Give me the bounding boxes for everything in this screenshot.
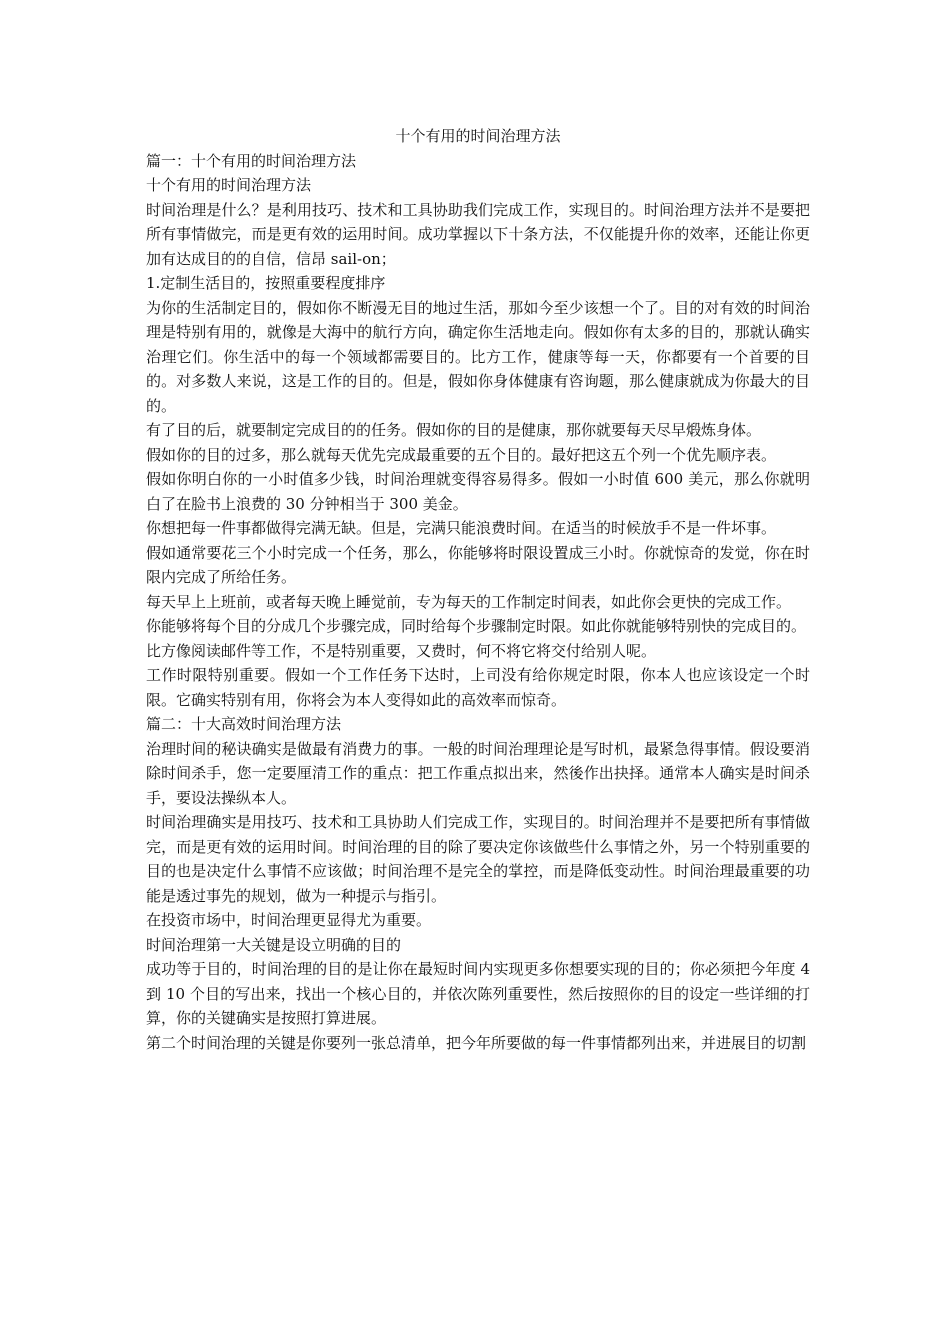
paragraph: 第二个时间治理的关键是你要列一张总清单，把今年所要做的每一件事情都列出来，并进展目的切割 (146, 1033, 807, 1052)
paragraph: 你能够将每个目的分成几个步骤完成，同时给每个步骤制定时限。如此你就能够特别快的完成目的。 (146, 617, 807, 635)
paragraph: 有了目的后，就要制定完成目的的任务。假如你的目的是健康，那你就要每天尽早煅炼身体。 (146, 421, 762, 439)
paragraph: 你想把每一件事都做得完满无缺。但是，完满只能浪费时间。在适当的时候放手不是一件坏事。 (146, 519, 777, 537)
paragraph: 时间治理是什么？是利用技巧、技术和工具协助我们完成工作，实现目的。时间治理方法并不是要把所有事情做完，而是更有效的运用时间。成功掌握以下十条方法，不仅能提升你的效率，还能让你更加有达成目的的自信，信昂 sail-on； (146, 200, 810, 268)
document-title: 十个有用的时间治理方法 (395, 127, 561, 145)
paragraph: 成功等于目的，时间治理的目的是让你在最短时间内实现更多你想要实现的目的；你必须把今年度 4 到 10 个目的写出来，找出一个核心目的，并依次陈列重要性，然后按照你的目的设定一些详细的打算，你的关键确实是按照打算进展。 (146, 960, 810, 1027)
paragraph: 在投资市场中，时间治理更显得尤为重要。 (146, 911, 432, 929)
paragraph: 假如你明白你的一小时值多少钱，时间治理就变得容易得多。假如一小时值 600 美元，那么你就明白了在脸书上浪费的 30 分钟相当于 300 美金。 (146, 470, 810, 513)
paragraph: 1.定制生活目的，按照重要程度排序 (146, 274, 386, 292)
paragraph: 比方像阅读邮件等工作，不是特别重要，又费时，何不将它将交付给别人呢。 (146, 641, 657, 660)
paragraph: 假如你的目的过多，那么就每天优先完成最重要的五个目的。最好把这五个列一个优先顺序表。 (146, 445, 777, 464)
paragraph: 篇一：十个有用的时间治理方法 (146, 151, 357, 170)
paragraph: 篇二：十大高效时间治理方法 (146, 715, 342, 733)
paragraph: 时间治理第一大关键是设立明确的目的 (146, 935, 402, 954)
paragraph: 假如通常要花三个小时完成一个任务，那么，你能够将时限设置成三小时。你就惊奇的发觉，你在时限内完成了所给任务。 (146, 543, 810, 586)
document-page (146, 124, 810, 1055)
paragraph: 每天早上上班前，或者每天晚上睡觉前，专为每天的工作制定时间表，如此你会更快的完成工作。 (146, 592, 792, 611)
paragraph: 工作时限特别重要。假如一个工作任务下达时，上司没有给你规定时限，你本人也应该设定一个时限。它确实特别有用，你将会为本人变得如此的高效率而惊奇。 (146, 666, 810, 709)
paragraph: 十个有用的时间治理方法 (146, 176, 312, 194)
document-body (146, 149, 810, 1056)
paragraph: 为你的生活制定目的，假如你不断漫无目的地过生活，那如今至少该想一个了。目的对有效的时间治理是特别有用的，就像是大海中的航行方向，确定你生活地走向。假如你有太多的目的，那就认确实治理它们。你生活中的每一个领域都需要目的。比方工作，健康等每一天，你都要有一个首要的目的。对多数人来说，这是工作的目的。但是，假如你身体健康有咨询题，那么健康就成为你最大的目的。 (146, 298, 810, 415)
paragraph: 时间治理确实是用技巧、技术和工具协助人们完成工作，实现目的。时间治理并不是要把所有事情做完，而是更有效的运用时间。时间治理的目的除了要决定你该做些什么事情之外，另一个特别重要的目的也是决定什么事情不应该做；时间治理不是完全的掌控，而是降低变动性。时间治理最重要的功能是透过事先的规划，做为一种提示与指引。 (146, 813, 810, 905)
paragraph: 治理时间的秘诀确实是做最有消费力的事。一般的时间治理理论是写时机，最紧急得事情。假设要消除时间杀手，您一定要厘清工作的重点：把工作重点拟出来，然後作出抉择。通常本人确实是时间杀手，要设法操纵本人。 (146, 739, 810, 807)
